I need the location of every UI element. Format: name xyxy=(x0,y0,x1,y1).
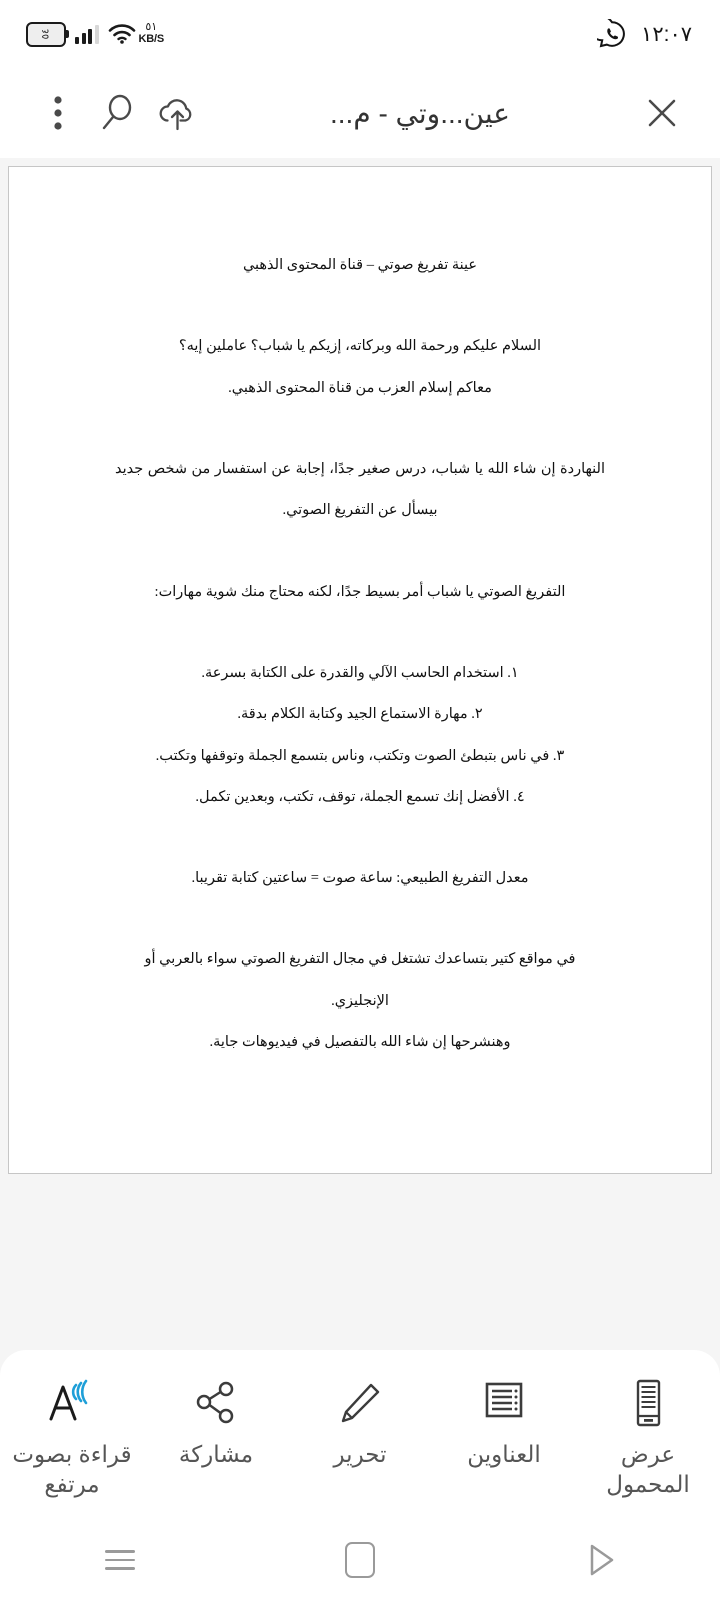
document-paragraph: في مواقع كتير بتساعدك تشتغل في مجال التفريغ الصوتي سواء بالعربي أو الإنجليزي. xyxy=(144,951,576,1009)
bottom-action-label: عرض المحمول xyxy=(606,1441,690,1497)
document-paragraph: النهاردة إن شاء الله يا شباب، درس صغير جدًا، إجابة عن استفسار من شخص جديد بيسأل عن التفريغ الصوتي. xyxy=(115,460,605,519)
app-toolbar xyxy=(0,68,720,158)
bottom-action-read-aloud[interactable] xyxy=(5,1376,139,1500)
status-bar-clock: ١٢:٠٧ xyxy=(641,22,692,46)
document-heading: عينة تفريغ صوتي – قناة المحتوى الذهبي xyxy=(242,257,478,273)
overflow-menu-icon xyxy=(51,91,65,135)
nav-home-icon xyxy=(345,1542,375,1578)
close-icon xyxy=(643,94,681,132)
status-bar-left-group xyxy=(26,0,164,68)
document-rate-note: معدل التفريغ الطبيعي: ساعة صوت = ساعتين كتابة تقريبا. xyxy=(191,870,529,887)
document-list-item: ٢. مهارة الاستماع الجيد وكتابة الكلام بدقة. xyxy=(237,706,483,723)
bottom-action-share[interactable] xyxy=(149,1376,283,1470)
bottom-action-label: قراءة بصوت مرتفع xyxy=(12,1441,132,1497)
bottom-action-headings[interactable] xyxy=(437,1376,571,1470)
document-title: عين...وتي - م... xyxy=(329,97,511,129)
nav-recents-button[interactable] xyxy=(60,1530,180,1590)
bottom-action-label: تحرير xyxy=(333,1441,387,1467)
bottom-action-label: مشاركة xyxy=(178,1441,254,1467)
document-list-item: ٣. في ناس بتبطئ الصوت وتكتب، وناس بتسمع الجملة وتوقفها وتكتب. xyxy=(155,747,565,764)
bottom-action-mobile-view[interactable] xyxy=(581,1376,715,1500)
network-speed-unit: KB/S xyxy=(138,33,164,45)
cloud-upload-icon xyxy=(155,93,201,133)
document-paragraph: التفريغ الصوتي يا شباب أمر بسيط جدًا، لكنه محتاج منك شوية مهارات: xyxy=(154,583,566,600)
bottom-action-label: العناوين xyxy=(467,1441,541,1467)
document-page[interactable] xyxy=(8,166,712,1174)
share-icon xyxy=(191,1376,241,1430)
read-aloud-icon xyxy=(43,1376,101,1430)
whatsapp-icon xyxy=(597,19,627,49)
status-bar-right-group xyxy=(597,0,692,68)
android-navigation-bar xyxy=(0,1520,720,1600)
bottom-action-edit[interactable] xyxy=(293,1376,427,1470)
document-list-item: ١. استخدام الحاسب الآلي والقدرة على الكتابة بسرعة. xyxy=(201,664,519,681)
close-button[interactable] xyxy=(632,83,692,143)
document-list-item: ٤. الأفضل إنك تسمع الجملة، توقف، تكتب، وبعدين تكمل. xyxy=(195,788,525,805)
cellular-signal-icon xyxy=(75,24,99,44)
pencil-edit-icon xyxy=(335,1376,385,1430)
document-paragraph: معاكم إسلام العزب من قناة المحتوى الذهبي. xyxy=(228,379,492,396)
battery-level-text: ٥٤ xyxy=(40,28,51,40)
nav-recents-icon xyxy=(105,1550,135,1570)
overflow-menu-button[interactable] xyxy=(28,83,88,143)
network-speed-indicator xyxy=(139,22,164,45)
battery-icon xyxy=(26,22,66,47)
wifi-icon xyxy=(108,23,136,45)
search-icon xyxy=(96,91,140,135)
document-paragraph: السلام عليكم ورحمة الله وبركاته، إزيكم يا شباب؟ عاملين إيه؟ xyxy=(178,338,542,355)
network-speed-value: ٥١ xyxy=(145,21,158,34)
document-scroll-area[interactable] xyxy=(0,158,720,1350)
mobile-view-icon xyxy=(626,1376,670,1430)
cloud-upload-button[interactable] xyxy=(148,83,208,143)
search-button[interactable] xyxy=(88,83,148,143)
nav-home-button[interactable] xyxy=(300,1530,420,1590)
bottom-action-sheet xyxy=(0,1350,720,1520)
nav-back-icon xyxy=(584,1542,616,1578)
headings-list-icon xyxy=(478,1376,530,1430)
document-paragraph: وهنشرحها إن شاء الله بالتفصيل في فيديوهات جاية. xyxy=(209,1034,511,1051)
status-bar xyxy=(0,0,720,68)
wifi-group xyxy=(108,22,164,45)
nav-back-button[interactable] xyxy=(540,1530,660,1590)
